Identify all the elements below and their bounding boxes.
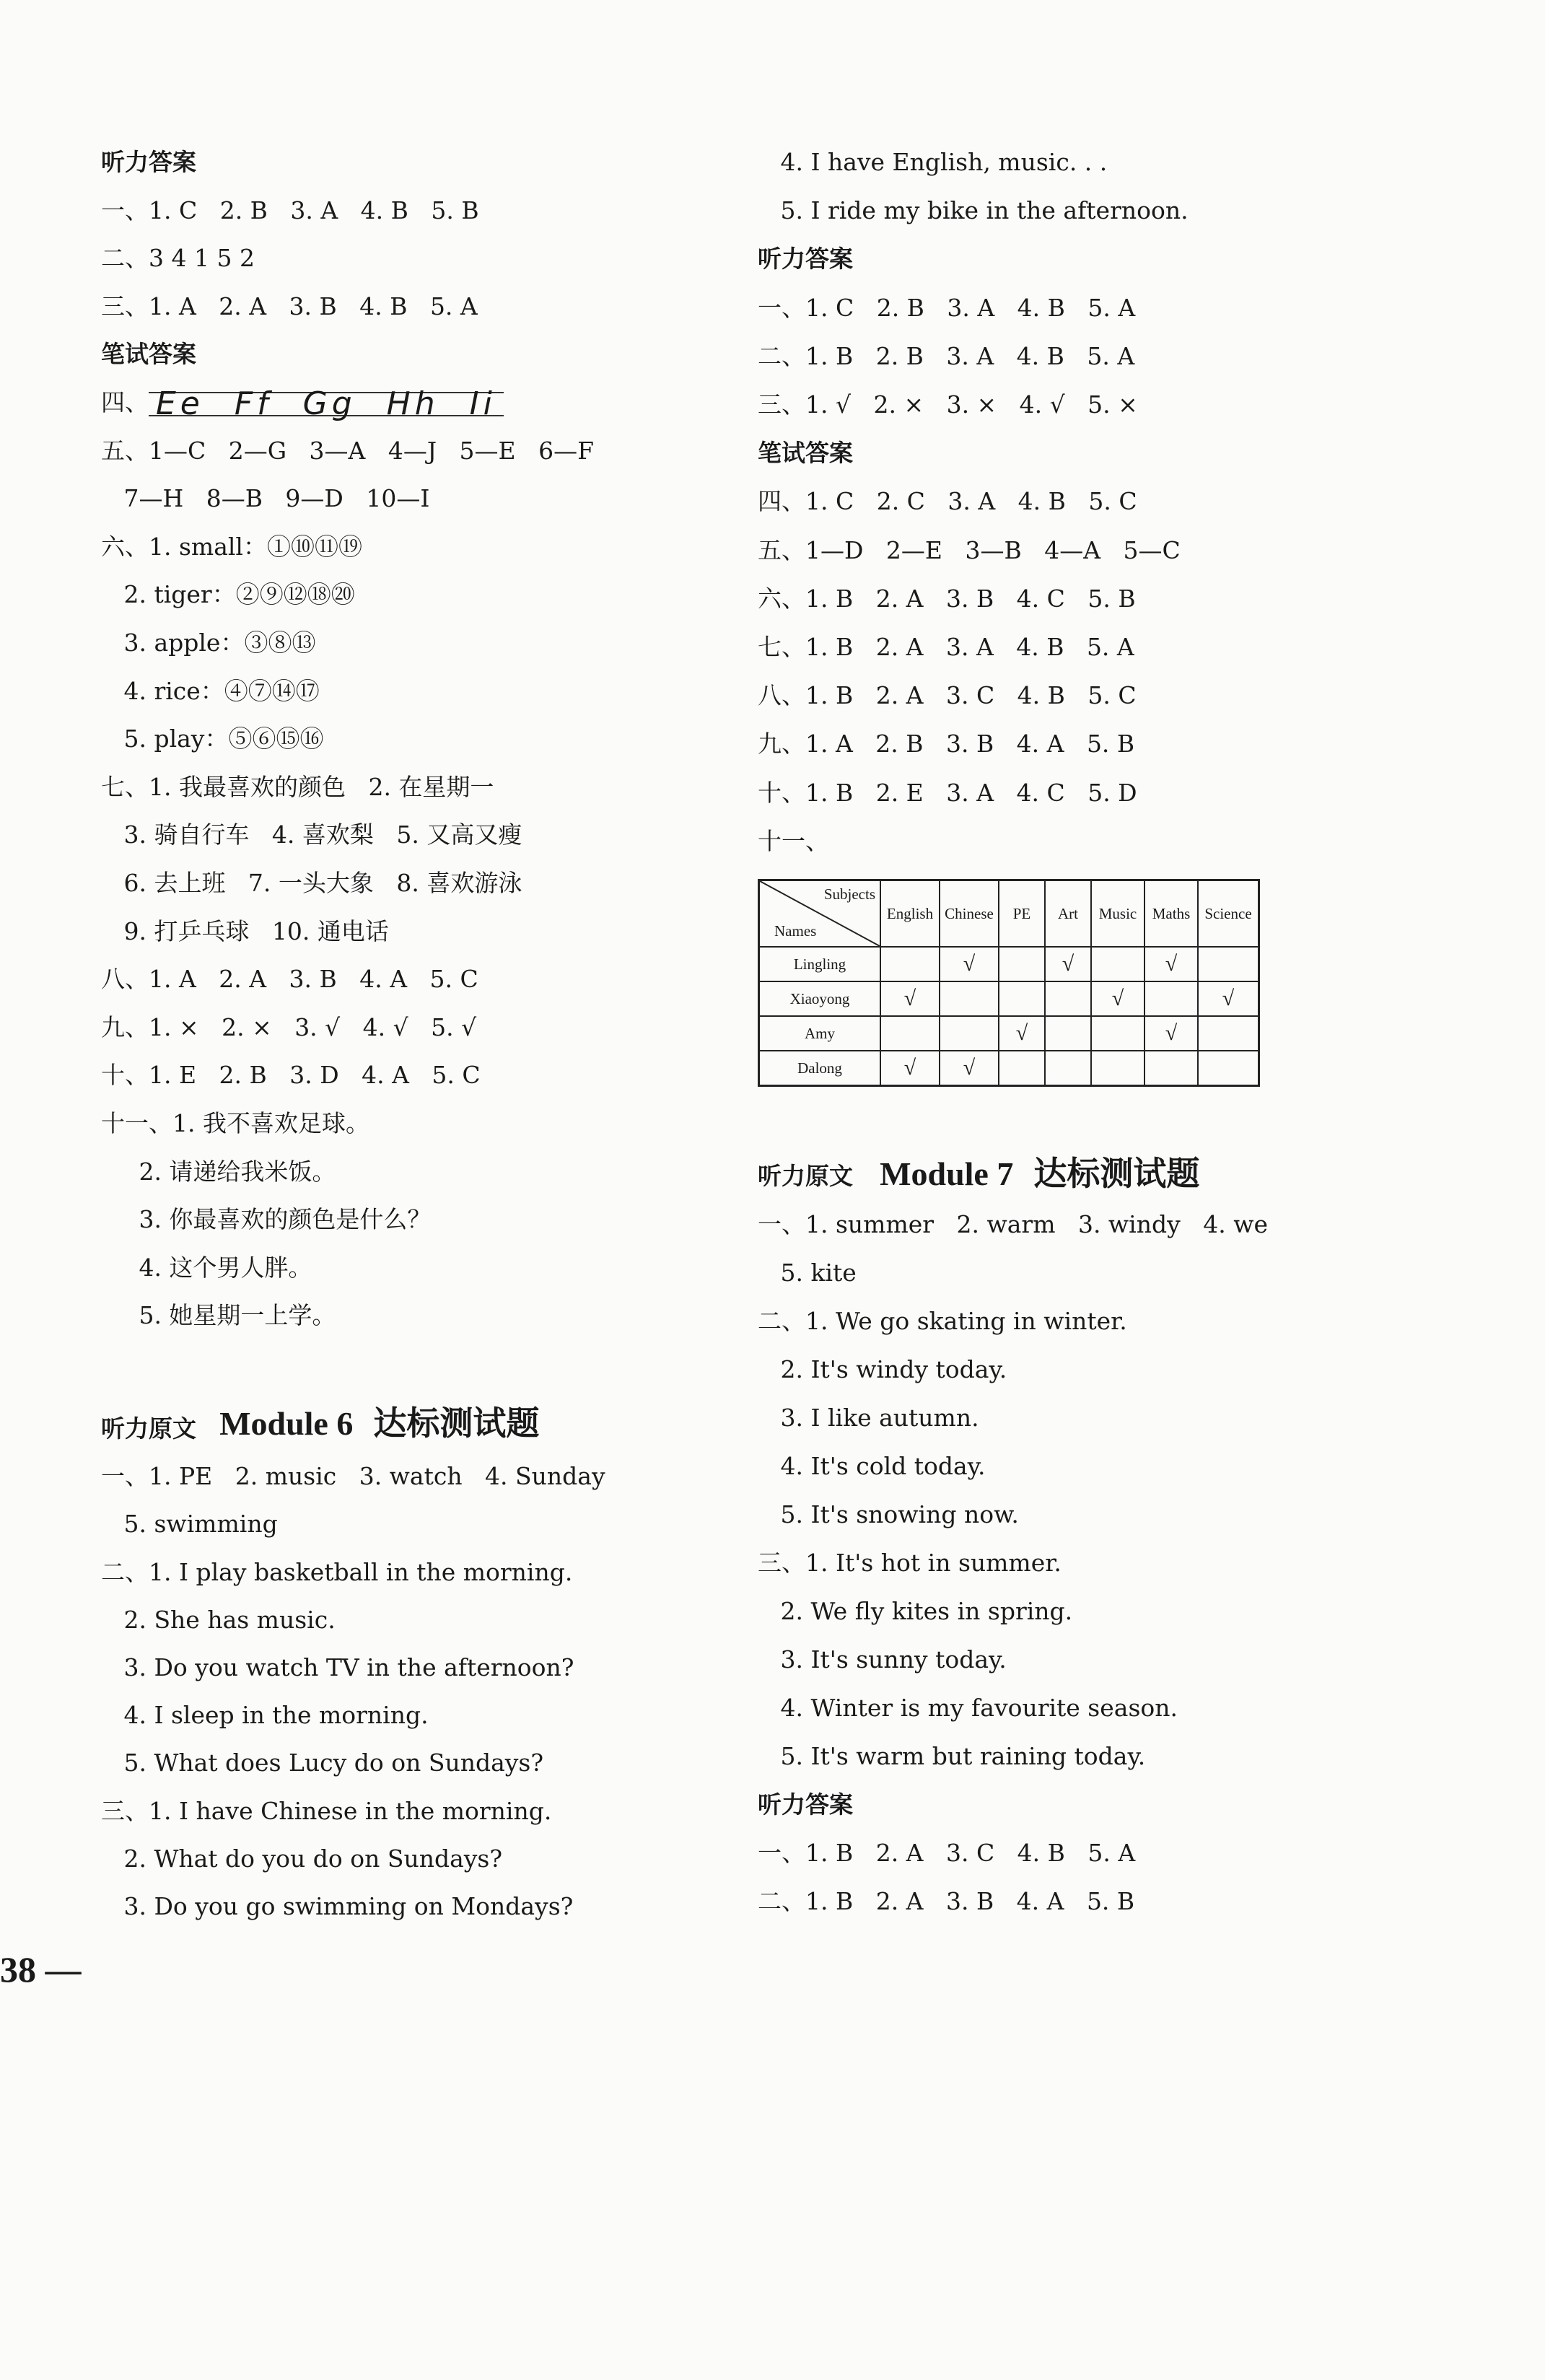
answer-line: [758, 148, 1107, 177]
answer-line: [758, 1742, 1145, 1771]
table-cell: [1198, 1051, 1259, 1086]
answer-line: [758, 1355, 1007, 1384]
line-text: 3. Do you go swimming on Mondays?: [101, 1892, 574, 1920]
section-heading: [101, 340, 196, 369]
answer-line: [101, 1558, 572, 1587]
line-text: 听力答案: [101, 148, 196, 176]
answer-line: [101, 1205, 431, 1234]
answer-line: [101, 1845, 502, 1873]
line-text: 4. It's cold today.: [758, 1452, 986, 1480]
line-text: 4. 这个男人胖。: [101, 1253, 312, 1282]
line-text: 5. I ride my bike in the afternoon.: [758, 196, 1189, 225]
section-heading: [101, 148, 196, 177]
line-text: 5. swimming: [101, 1510, 278, 1539]
line-text: 5. It's snowing now.: [758, 1500, 1019, 1528]
answer-line: [758, 779, 1137, 808]
answer-line: [758, 681, 1137, 710]
line-text: 2. What do you do on Sundays?: [101, 1844, 503, 1873]
answer-line: [101, 1606, 336, 1635]
section-heading: [101, 1414, 196, 1443]
section-heading: [758, 1790, 853, 1819]
subjects-table: [758, 879, 1260, 1087]
answer-line: [101, 1701, 429, 1730]
answer-line: [101, 1797, 551, 1826]
answer-line: [101, 1254, 312, 1282]
row-name-cell: Dalong: [759, 1051, 881, 1086]
answer-line: [101, 629, 315, 657]
page-number: 38 —: [0, 1949, 82, 1990]
table-cell: √: [940, 1051, 999, 1086]
line-text: 三、1. A 2. A 3. B 4. B 5. A: [101, 292, 478, 320]
answer-line: [758, 827, 829, 856]
handwriting-letters: Ee Ff Gg Hh Ii: [149, 392, 504, 416]
table-cell: √: [880, 1051, 940, 1086]
line-text: 四、: [101, 388, 149, 416]
row-name-cell: Xiaoyong: [759, 981, 881, 1016]
line-text: 听力原文: [101, 1414, 196, 1443]
answer-line: [101, 917, 389, 946]
answer-line: [101, 292, 478, 321]
answer-line: [758, 1549, 1062, 1578]
answer-line: [101, 869, 522, 898]
answer-line: [758, 294, 1135, 323]
line-text: 5. kite: [758, 1259, 857, 1287]
table-row: [759, 1016, 1259, 1051]
answer-line: [101, 1301, 336, 1330]
line-text: 2. It's windy today.: [758, 1355, 1007, 1383]
table-cell: [999, 981, 1045, 1016]
line-text: 八、1. A 2. A 3. B 4. A 5. C: [101, 965, 478, 994]
line-text: 二、3 4 1 5 2: [101, 244, 255, 273]
table-cell: √: [999, 1016, 1045, 1051]
line-text: 一、1. PE 2. music 3. watch 4. Sunday: [101, 1462, 605, 1491]
answer-line: [758, 390, 1138, 419]
answer-line: [758, 1645, 1007, 1674]
line-text: 2. We fly kites in spring.: [758, 1597, 1073, 1625]
line-text: 笔试答案: [101, 340, 196, 369]
line-text: 3. I like autumn.: [758, 1404, 979, 1432]
column-header: Chinese: [940, 880, 999, 948]
line-text: 3. 你最喜欢的颜色是什么？: [101, 1205, 432, 1234]
answer-line: [101, 533, 362, 561]
table-cell: [1091, 1051, 1144, 1086]
line-text: 2. She has music.: [101, 1605, 336, 1634]
row-name-cell: Amy: [759, 1016, 881, 1051]
module-6-title-en: Module 6: [219, 1405, 354, 1442]
line-text: 4. Winter is my favourite season.: [758, 1694, 1178, 1722]
answer-line: [758, 1839, 1135, 1868]
line-text: 5. play：⑤⑥⑮⑯: [101, 725, 324, 753]
column-header: Science: [1198, 880, 1259, 948]
row-name-cell: Lingling: [759, 947, 881, 981]
answer-line: [101, 580, 355, 609]
table-cell: [1045, 981, 1091, 1016]
line-text: 5. What does Lucy do on Sundays?: [101, 1749, 544, 1777]
line-text: 五、1—D 2—E 3—B 4—A 5—C: [758, 535, 1181, 564]
line-text: 5. It's warm but raining today.: [758, 1742, 1146, 1770]
answer-line: [101, 1462, 605, 1491]
table-corner-cell: [759, 880, 881, 948]
answer-line: [758, 1887, 1134, 1916]
line-text: 一、1. C 2. B 3. A 4. B 5. B: [101, 196, 479, 224]
corner-names-label: Names: [774, 922, 817, 940]
answer-line: [101, 1158, 336, 1186]
line-text: 九、1. A 2. B 3. B 4. A 5. B: [758, 730, 1135, 758]
table-cell: [880, 947, 940, 981]
answer-line: [101, 1892, 573, 1921]
line-text: 听力答案: [758, 245, 853, 274]
answer-line: [101, 385, 504, 422]
column-header: English: [880, 880, 940, 948]
answer-line: [758, 1452, 985, 1481]
answer-line: [101, 1061, 481, 1090]
column-header: Music: [1091, 880, 1144, 948]
answer-line: [758, 1307, 1127, 1336]
answer-line: [101, 1510, 278, 1539]
answer-line: [758, 1500, 1019, 1529]
table-cell: [940, 981, 999, 1016]
line-text: 十一、: [758, 826, 829, 855]
line-text: 听力原文: [758, 1162, 853, 1190]
table-cell: [1045, 1016, 1091, 1051]
answer-line: [101, 437, 594, 465]
table-cell: [1045, 1051, 1091, 1086]
line-text: 七、1. B 2. A 3. A 4. B 5. A: [758, 633, 1134, 661]
table-row: [759, 947, 1259, 981]
answer-line: [758, 730, 1134, 758]
line-text: 一、1. C 2. B 3. A 4. B 5. A: [758, 293, 1136, 322]
module-6-title-zh: 达标测试题: [373, 1404, 540, 1443]
line-text: 三、1. It's hot in summer.: [758, 1549, 1062, 1577]
line-text: 4. I sleep in the morning.: [101, 1701, 429, 1730]
table-cell: [1198, 947, 1259, 981]
answer-line: [101, 677, 320, 706]
line-text: 4. rice：④⑦⑭⑰: [101, 676, 320, 705]
line-text: 二、1. I play basketball in the morning.: [101, 1557, 573, 1586]
answer-line: [758, 585, 1136, 613]
module-7-title-en: Module 7: [880, 1155, 1014, 1192]
answer-line: [758, 1259, 857, 1287]
line-text: 一、1. summer 2. warm 3. windy 4. we: [758, 1210, 1268, 1238]
line-text: 六、1. small：①⑩⑪⑲: [101, 532, 362, 561]
line-text: 二、1. B 2. A 3. B 4. A 5. B: [758, 1887, 1135, 1915]
line-text: 9. 打乒乓球 10. 通电话: [101, 916, 389, 945]
table-cell: [880, 1016, 940, 1051]
answer-line: [101, 725, 323, 753]
line-text: 6. 去上班 7. 一头大象 8. 喜欢游泳: [101, 869, 522, 897]
line-text: 六、1. B 2. A 3. B 4. C 5. B: [758, 584, 1136, 613]
column-header: Art: [1045, 880, 1091, 948]
table-cell: [999, 947, 1045, 981]
answer-line: [101, 1749, 543, 1777]
line-text: 九、1. × 2. × 3. √ 4. √ 5. √: [101, 1012, 477, 1041]
table-cell: [1198, 1016, 1259, 1051]
section-heading: [758, 1162, 853, 1191]
table-cell: [999, 1051, 1045, 1086]
line-text: 三、1. I have Chinese in the morning.: [101, 1796, 552, 1825]
line-text: 3. It's sunny today.: [758, 1645, 1007, 1674]
table-cell: √: [940, 947, 999, 981]
line-text: 3. 骑自行车 4. 喜欢梨 5. 又高又瘦: [101, 821, 522, 849]
table-cell: [940, 1016, 999, 1051]
table-cell: √: [1144, 1016, 1198, 1051]
line-text: 3. Do you watch TV in the afternoon?: [101, 1653, 574, 1681]
answer-line: [101, 484, 429, 513]
section-heading: [758, 245, 853, 274]
table-cell: [1091, 947, 1144, 981]
table-header-row: [759, 880, 1259, 948]
table-cell: √: [880, 981, 940, 1016]
answer-line: [101, 1013, 476, 1042]
line-text: 十一、1. 我不喜欢足球。: [101, 1109, 369, 1137]
line-text: 五、1—C 2—G 3—A 4—J 5—E 6—F: [101, 436, 594, 465]
line-text: 七、1. 我最喜欢的颜色 2. 在星期一: [101, 772, 494, 801]
module-7-title-zh: 达标测试题: [1033, 1154, 1200, 1193]
table-cell: √: [1091, 981, 1144, 1016]
line-text: 笔试答案: [758, 439, 853, 468]
answer-line: [101, 196, 479, 225]
answer-line: [758, 536, 1181, 565]
answer-line: [101, 1653, 574, 1682]
line-text: 5. 她星期一上学。: [101, 1301, 336, 1330]
line-text: 7—H 8—B 9—D 10—I: [101, 484, 430, 513]
answer-line: [101, 773, 494, 802]
table-cell: [1144, 981, 1198, 1016]
answer-line: [101, 965, 478, 994]
answer-line: [758, 1597, 1072, 1626]
line-text: 三、1. √ 2. × 3. × 4. √ 5. ×: [758, 390, 1138, 419]
table-cell: √: [1045, 947, 1091, 981]
answer-line: [758, 1210, 1268, 1239]
table-row: [759, 1051, 1259, 1086]
column-header: PE: [999, 880, 1045, 948]
section-heading: [758, 439, 853, 468]
line-text: 十、1. E 2. B 3. D 4. A 5. C: [101, 1061, 481, 1090]
answer-line: [101, 1109, 369, 1138]
line-text: 四、1. C 2. C 3. A 4. B 5. C: [758, 487, 1137, 516]
answer-line: [101, 244, 255, 273]
answer-line: [758, 633, 1134, 662]
line-text: 3. apple：③⑧⑬: [101, 629, 316, 657]
column-header: Maths: [1144, 880, 1198, 948]
line-text: 听力答案: [758, 1790, 853, 1819]
line-text: 4. I have English, music. . .: [758, 148, 1108, 176]
line-text: 八、1. B 2. A 3. C 4. B 5. C: [758, 681, 1137, 710]
table-cell: √: [1144, 947, 1198, 981]
corner-subjects-label: Subjects: [823, 885, 875, 903]
answer-line: [758, 196, 1189, 225]
line-text: 二、1. B 2. B 3. A 4. B 5. A: [758, 341, 1135, 370]
answer-line: [101, 821, 522, 849]
table-row: [759, 981, 1259, 1016]
line-text: 十、1. B 2. E 3. A 4. C 5. D: [758, 778, 1137, 807]
line-text: 2. tiger：②⑨⑫⑱⑳: [101, 580, 355, 609]
answer-line: [758, 1404, 979, 1432]
answer-line: [758, 487, 1137, 516]
answer-line: [758, 342, 1134, 371]
line-text: 2. 请递给我米饭。: [101, 1157, 336, 1186]
line-text: 二、1. We go skating in winter.: [758, 1307, 1127, 1335]
table-cell: [1091, 1016, 1144, 1051]
answer-line: [758, 1694, 1178, 1723]
line-text: 一、1. B 2. A 3. C 4. B 5. A: [758, 1839, 1136, 1867]
table-cell: √: [1198, 981, 1259, 1016]
table-cell: [1144, 1051, 1198, 1086]
